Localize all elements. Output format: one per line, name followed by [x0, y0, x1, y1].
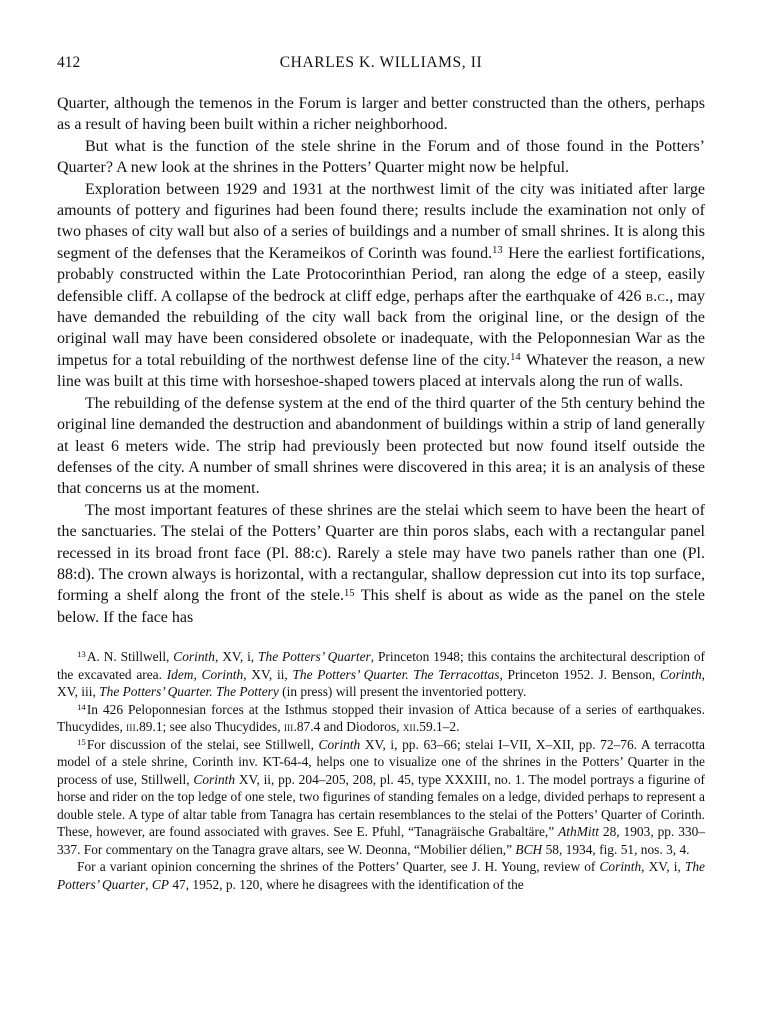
- body-paragraph: Quarter, although the temenos in the Forum is larger and better constructed than the others, perhaps as a result of having been built within a richer neighborhood.: [57, 95, 705, 134]
- page-number: 412: [57, 54, 81, 71]
- body-paragraph: The rebuilding of the defense system at the end of the third quarter of the 5th century behind the original line demanded the destruction and abandonment of buildings within a strip of land generally at least 6 meters wide. The strip had previously been protected but now found itself outside the defenses of the city. A number of small shrines were discovered in this area; it is an analysis of these that concerns us at the moment.: [57, 394, 705, 498]
- footnotes-section: [57, 648, 705, 893]
- body-paragraph: But what is the function of the stele shrine in the Forum and of those found in the Potters’ Quarter? A new look at the shrines in the Potters’ Quarter might now be helpful.: [57, 137, 705, 177]
- footnote-marker: 13: [492, 245, 503, 257]
- text-column: [57, 54, 705, 893]
- footnote-marker: 14: [77, 701, 86, 712]
- footnote-paragraph: $^{15}$For discussion of the stelai, see Stillwell, Corinth XV, i, pp. 63–66; stelai I–VII, X–XII, pp. 72–76. A terracotta model of a stele shrine, Corinth inv. KT-64-4, helps one to visualize one of the shrines in the Potters’ Quarter in the process of use, Stillwell, Corinth XV, ii, pp. 204–205, 208, pl. 45, type XXXIII, no. 1. The model portrays a figurine of horse and rider on the top ledge of one stele, two figurines of standing females on a ledge, divided perhaps to represent a double stele. A type of altar table from Tanagra has certain resemblances to the stelai of the Potters’ Quarter of Corinth. These, however, are found associated with graves. See E. Pfuhl, “Tanagräische Grabaltäre,” AthMitt 28, 1903, pp. 330–337. For commentary on the Tanagra grave altars, see W. Deonna, “Mobilier délien,” BCH 58, 1934, fig. 51, nos. 3, 4.: [57, 736, 706, 857]
- footnote-marker: 15: [343, 587, 355, 599]
- footnote-marker: 14: [510, 352, 521, 364]
- footnote-paragraph: $^{13}$A. N. Stillwell, Corinth, XV, i, The Potters’ Quarter, Princeton 1948; this contains the architectural description of the excavated area. Idem, Corinth, XV, ii, The Potters’ Quarter. The Terracottas, Princeton 1952. J. Benson, Corinth, XV, iii, The Potters’ Quarter. The Pottery (in press) will present the inventoried pottery.: [57, 649, 705, 700]
- body-paragraph: Exploration between 1929 and 1931 at the northwest limit of the city was initiated after large amounts of pottery and figurines had been found there; results include the examination not only of two phases of city wall but also of a series of buildings and a number of small shrines. It is along this segment of the defenses that the Kerameikos of Corinth was found.$^{13}$ Here the earliest fortifications, probably constructed within the Late Protocorinthian Period, ran along the edge of a steep, easily defensible cliff. A collapse of the bedrock at cliff edge, perhaps after the earthquake of 426 b.c., may have demanded the rebuilding of the city wall back from the original line, or the design of the original wall may have been considered obsolete or inadequate, with the Peloponnesian War as the impetus for a total rebuilding of the northwest defense line of the city.$^{14}$ Whatever the reason, a new line was built at this time with horseshoe-shaped towers placed at intervals along the run of walls.: [57, 180, 706, 391]
- body-paragraph: The most important features of these shrines are the stelai which seem to have been the heart of the sanctuaries. The stelai of the Potters’ Quarter are thin poros slabs, each with a rectangular panel recessed in its broad front face (Pl. 88:c). Rarely a stele may have two panels rather than one (Pl. 88:d). The crown always is horizontal, with a rectangular, shallow depression cut into its top surface, forming a shelf along the front of the stele.$^{15}$ This shelf is about as wide as the panel on the stele below. If the face has: [57, 501, 706, 626]
- footnote-paragraph: $^{14}$In 426 Peloponnesian forces at the Isthmus stopped their invasion of Attica because of a series of earthquakes. Thucydides, iii.89.1; see also Thucydides, iii.87.4 and Diodoros, xii.59.1–2.: [57, 701, 705, 735]
- running-header-title: CHARLES K. WILLIAMS, II: [279, 54, 483, 71]
- footnote-paragraph: For a variant opinion concerning the shrines of the Potters’ Quarter, see J. H. Young, review of Corinth, XV, i, The Potters’ Quarter, CP 47, 1952, p. 120, where he disagrees with the identification of the: [57, 859, 705, 892]
- footnote-marker: 15: [77, 736, 86, 747]
- running-head: [57, 54, 705, 72]
- footnote-marker: 13: [77, 649, 86, 660]
- article-body: [57, 93, 705, 628]
